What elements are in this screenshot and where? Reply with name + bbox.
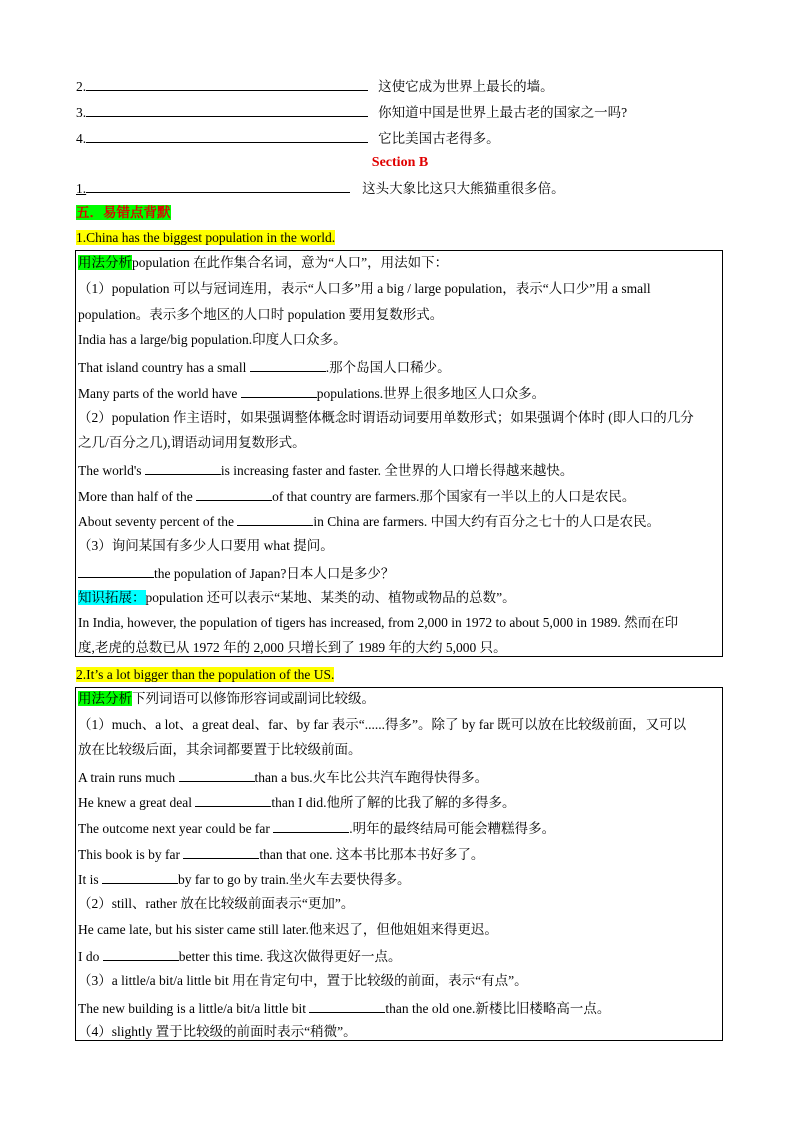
answer-blank[interactable] — [237, 511, 313, 526]
answer-blank[interactable] — [145, 460, 221, 475]
sub-rule-text: population。表示多个地区的人口时 population 要用复数形式。 — [78, 307, 444, 322]
part5-heading-text: 五．易错点背默 — [76, 205, 171, 220]
section-b-exercise-1 — [76, 178, 565, 198]
example-text: Many parts of the world have — [78, 386, 241, 401]
sub-rule-text: （2）population 作主语时，如果强调整体概念时谓语动词要用单数形式；如果强调个体时 (即人口的几分 — [78, 410, 694, 425]
point1-example-1 — [78, 331, 347, 349]
point1-example-3 — [78, 383, 545, 403]
point1-sub3 — [78, 537, 334, 555]
answer-blank[interactable] — [103, 946, 179, 961]
answer-blank[interactable] — [183, 844, 259, 859]
answer-blank[interactable] — [309, 998, 385, 1013]
exercise-number: 1. — [76, 181, 87, 196]
exercise-number: 2. — [76, 79, 87, 94]
example-text: than that one. 这本书比那本书好多了。 — [259, 847, 485, 862]
answer-blank[interactable] — [195, 792, 271, 807]
point1-extension-example-a — [78, 614, 678, 632]
sub-rule-text: （3）询问某国有多少人口要用 what 提问。 — [78, 538, 334, 553]
point1-box — [75, 250, 723, 657]
example-text: populations.世界上很多地区人口众多。 — [316, 386, 546, 401]
answer-blank[interactable] — [241, 383, 317, 398]
example-text: About seventy percent of the — [78, 514, 238, 529]
point2-example-7 — [78, 946, 401, 966]
example-text: of that country are farmers.那个国家有一半以上的人口是农民。 — [272, 489, 636, 504]
point2-example-2 — [78, 792, 515, 812]
exercise-4 — [76, 128, 500, 148]
answer-blank[interactable] — [86, 178, 350, 193]
example-text: .明年的最终结局可能会糟糕得多。 — [349, 821, 556, 836]
point2-example-6 — [78, 921, 498, 939]
point1-title — [76, 229, 335, 247]
exercise-2 — [76, 76, 554, 96]
sub-rule-text: 之几/百分之几),谓语动词用复数形式。 — [78, 435, 306, 450]
answer-blank[interactable] — [179, 767, 255, 782]
point2-sub4 — [78, 1023, 357, 1041]
answer-blank[interactable] — [86, 102, 368, 117]
sub-rule-text: （3）a little/a bit/a little bit 用在肯定句中，置于比较级的前面，表示“有点”。 — [78, 973, 528, 988]
answer-blank[interactable] — [86, 128, 368, 143]
point2-sub2 — [78, 895, 354, 913]
part5-heading — [76, 204, 171, 222]
sub-rule-text: （4）slightly 置于比较级的前面时表示“稍微”。 — [78, 1024, 357, 1039]
point1-extension-example-b — [78, 639, 507, 657]
point1-example-4 — [78, 460, 573, 480]
knowledge-extension-label: 知识拓展： — [78, 590, 146, 605]
example-text: in China are farmers. 中国大约有百分之七十的人口是农民。 — [313, 514, 661, 529]
exercise-prompt: 它比美国古老得多。 — [378, 131, 500, 146]
point1-sub1-line-b — [78, 306, 443, 324]
sub-rule-text: （1）much、a lot、a great deal、far、by far 表示“......得多”。除了 by far 既可以放在比较级前面，又可以 — [78, 717, 687, 732]
answer-blank[interactable] — [196, 486, 272, 501]
point1-title-text: 1.China has the biggest population in the world. — [76, 230, 336, 245]
example-text: by far to go by train.坐火车去要快得多。 — [178, 872, 411, 887]
answer-blank[interactable] — [102, 869, 178, 884]
answer-blank[interactable] — [78, 563, 154, 578]
exercise-number: 4. — [76, 131, 87, 146]
example-text: I do — [78, 949, 103, 964]
answer-blank[interactable] — [273, 818, 349, 833]
point1-example-2 — [78, 357, 451, 377]
example-text: better this time. 我这次做得更好一点。 — [178, 949, 402, 964]
answer-blank[interactable] — [86, 76, 368, 91]
intro-text: 下列词语可以修饰形容词或副词比较级。 — [132, 691, 375, 706]
example-text: The outcome next year could be far — [78, 821, 274, 836]
example-text: More than half of the — [78, 489, 197, 504]
point2-intro — [78, 690, 375, 708]
point1-example-7 — [78, 563, 394, 583]
point1-sub2-line-b — [78, 434, 306, 452]
example-text: than the old one.新楼比旧楼略高一点。 — [385, 1001, 611, 1016]
answer-blank[interactable] — [250, 357, 326, 372]
intro-text: population 在此作集合名词，意为“人口”，用法如下： — [132, 255, 449, 270]
point2-sub3 — [78, 972, 528, 990]
point1-intro — [78, 254, 448, 272]
point1-extension — [78, 589, 516, 607]
exercise-number: 3. — [76, 105, 87, 120]
example-text: The world's — [78, 463, 145, 478]
example-text: He knew a great deal — [78, 795, 196, 810]
point2-example-4 — [78, 844, 484, 864]
usage-analysis-label: 用法分析 — [78, 691, 132, 706]
point2-box — [75, 687, 723, 1041]
point2-sub1-line-a — [78, 716, 686, 734]
sub-rule-text: （2）still、rather 放在比较级前面表示“更加”。 — [78, 896, 355, 911]
point2-example-3 — [78, 818, 555, 838]
point2-example-5 — [78, 869, 411, 889]
point2-title-text: 2.It’s a lot bigger than the population of the US. — [76, 667, 335, 682]
example-text: It is — [78, 872, 103, 887]
point2-sub1-line-b — [78, 741, 362, 759]
example-sentence: 度,老虎的总数已从 1972 年的 2,000 只增长到了 1989 年的大约 5,000 只。 — [78, 640, 507, 655]
point1-example-6 — [78, 511, 660, 531]
point1-sub2-line-a — [78, 409, 694, 427]
exercise-3 — [76, 102, 627, 122]
point2-example-1 — [78, 767, 488, 787]
extension-text: population 还可以表示“某地、某类的动、植物或物品的总数”。 — [145, 590, 516, 605]
sub-rule-text: 放在比较级后面，其余词都要置于比较级前面。 — [78, 742, 362, 757]
point1-sub1-line-a — [78, 280, 722, 298]
example-text: than a bus.火车比公共汽车跑得快得多。 — [254, 770, 489, 785]
example-text: A train runs much — [78, 770, 179, 785]
example-text: This book is by far — [78, 847, 184, 862]
exercise-prompt: 这头大象比这只大熊猫重很多倍。 — [362, 181, 565, 196]
example-text: than I did.他所了解的比我了解的多得多。 — [271, 795, 516, 810]
point2-example-8 — [78, 998, 610, 1018]
example-sentence: In India, however, the population of tigers has increased, from 2,000 in 1972 to about 5,000 in 1989. 然而在印 — [78, 615, 679, 630]
example-text: is increasing faster and faster. 全世界的人口增长得越来越快。 — [220, 463, 574, 478]
example-text: .那个岛国人口稀少。 — [325, 360, 451, 375]
example-text: That island country has a small — [78, 360, 250, 375]
example-sentence: He came late, but his sister came still later.他来迟了，但他姐姐来得更迟。 — [78, 922, 498, 937]
exercise-prompt: 这使它成为世界上最长的墙。 — [378, 79, 554, 94]
example-text: the population of Japan?日本人口是多少？ — [154, 566, 395, 581]
point1-example-5 — [78, 486, 635, 506]
example-sentence: India has a large/big population.印度人口众多。 — [78, 332, 347, 347]
example-text: The new building is a little/a bit/a little bit — [78, 1001, 310, 1016]
section-b-title: Section B — [371, 155, 429, 170]
exercise-prompt: 你知道中国是世界上最古老的国家之一吗? — [378, 105, 628, 120]
sub-rule-text: （1）population 可以与冠词连用，表示“人口多”用 a big / large population，表示“人口少”用 a small — [78, 281, 651, 296]
point2-title — [76, 666, 334, 684]
usage-analysis-label: 用法分析 — [78, 255, 132, 270]
